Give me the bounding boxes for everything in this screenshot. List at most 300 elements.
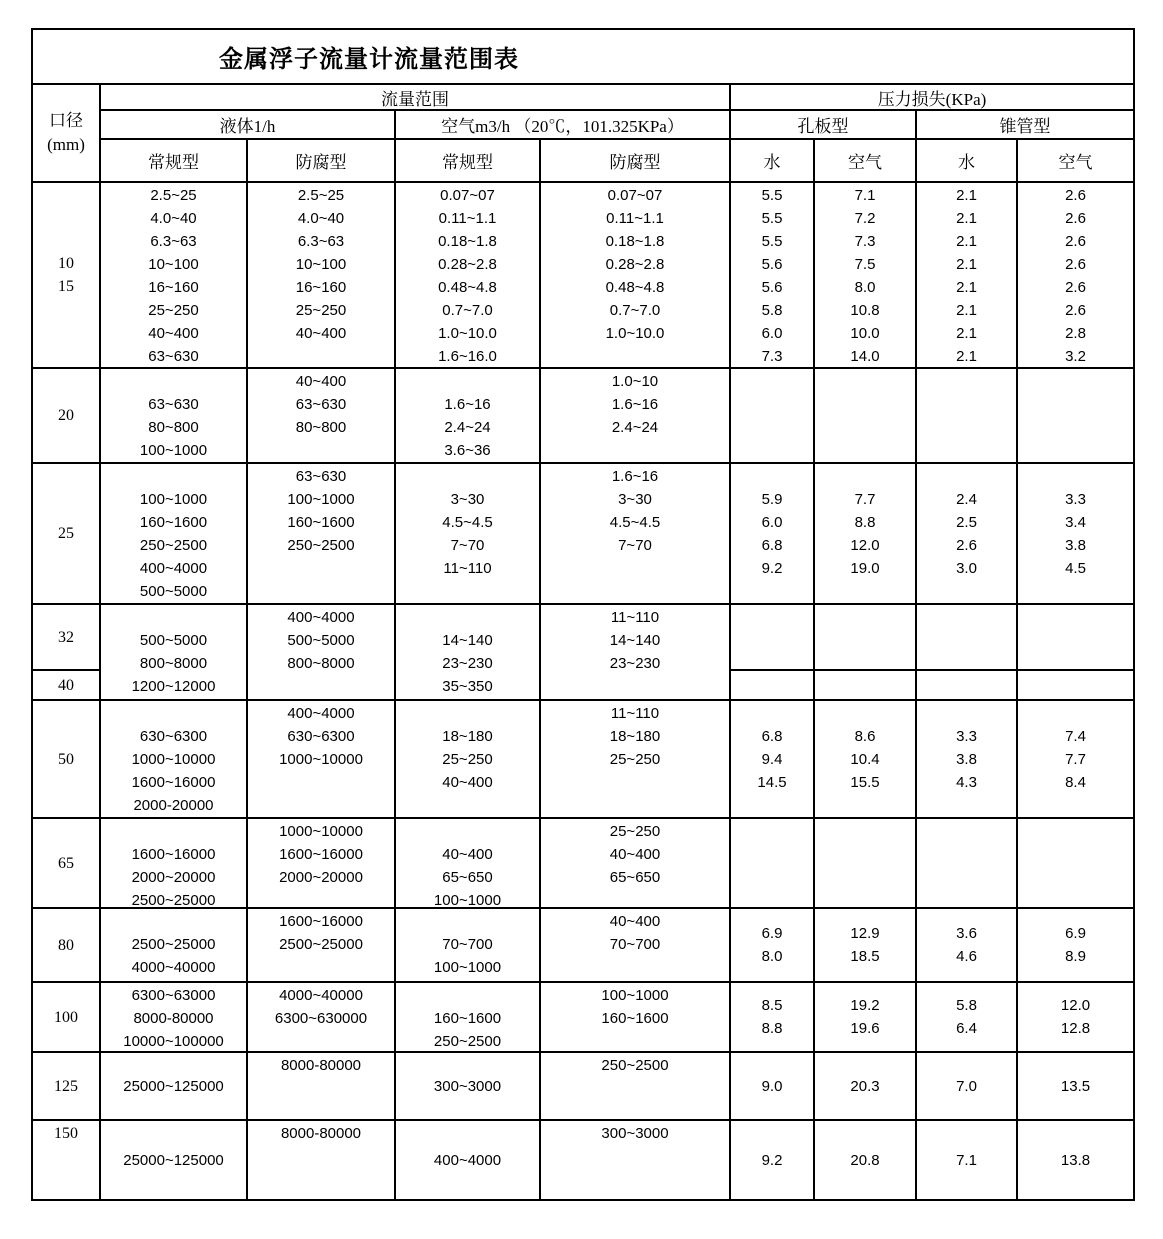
- cell-line: 6.3~63: [297, 233, 345, 250]
- cell-line: 250~2500: [601, 1057, 669, 1074]
- cell-line: 0.11~1.1: [438, 210, 497, 227]
- cell-line: 8.0: [854, 279, 876, 296]
- cell-line: 5.5: [761, 210, 783, 227]
- table-row-dn-125: [33, 1053, 1133, 1121]
- cell-line: 3~30: [618, 491, 652, 508]
- table-cell: [731, 183, 815, 367]
- cell-line: 63~630: [148, 396, 199, 413]
- cell-line: [396, 910, 539, 933]
- cell-line: 63~630: [295, 468, 347, 485]
- table-cell: [1018, 183, 1133, 367]
- table-cell: [248, 1121, 396, 1199]
- cell-line: 3.3: [1065, 491, 1086, 508]
- header-right: [101, 85, 1133, 181]
- cell-line: 6.9: [761, 925, 783, 942]
- table-cell: [815, 1121, 917, 1199]
- cell-line: [101, 370, 246, 393]
- cell-line: 2.1: [956, 302, 977, 319]
- table-cell: [731, 1121, 815, 1199]
- cell-line: 63~630: [148, 348, 199, 365]
- table-cell: [815, 183, 917, 367]
- table-cell: [396, 909, 541, 981]
- cell-line: 0.7~7.0: [609, 302, 661, 319]
- table-cell: [541, 464, 731, 603]
- table-row-dn-25: [33, 464, 1133, 605]
- cell-line: 2.6: [1065, 187, 1086, 204]
- cell-line: [101, 910, 246, 933]
- table-cell: [1018, 983, 1133, 1051]
- cell-line: 100~1000: [433, 959, 502, 976]
- table-cell: [396, 983, 541, 1051]
- header-air: 空气m3/h （20℃，101.325KPa）: [396, 111, 731, 138]
- cell-line: 18~180: [609, 728, 661, 745]
- cell-line: 8.8: [761, 1020, 783, 1037]
- table-cell: [101, 983, 248, 1051]
- cell-line: 5.6: [761, 256, 783, 273]
- table-row-dn-10-15: [33, 183, 1133, 369]
- cell-line: 14~140: [609, 632, 661, 649]
- cell-line: 4.5: [1065, 560, 1086, 577]
- cell-line: 25~250: [609, 751, 661, 768]
- table-cell: [917, 369, 1018, 462]
- cell-line: 14.0: [850, 348, 880, 365]
- header-diameter-line1: 口径: [49, 111, 83, 130]
- cell-line: 100~1000: [601, 987, 669, 1004]
- table-cell: [541, 369, 731, 462]
- cell-line: 2.6: [1065, 279, 1086, 296]
- cell-line: 19.0: [850, 560, 880, 577]
- cell-line: 40~400: [442, 773, 493, 791]
- header-pressure-loss: 压力损失(KPa): [877, 89, 987, 109]
- cell-line: 12.8: [1060, 1020, 1091, 1037]
- cell-line: 100~1000: [287, 491, 355, 508]
- flow-range-table: [31, 28, 1135, 1201]
- header-flow-range: 流量范围: [101, 85, 731, 109]
- cell-line: 8.0: [761, 948, 783, 965]
- table-cell: [541, 1053, 731, 1119]
- cell-line: 0.07~07: [440, 187, 495, 204]
- cell-line: 250~2500: [139, 537, 208, 554]
- cell-line: 7~70: [450, 537, 485, 554]
- cell-line: 100~1000: [139, 491, 208, 508]
- table-cell: [815, 983, 917, 1051]
- cell-line: 80~800: [148, 419, 199, 436]
- cell-line: 2.1: [956, 348, 977, 365]
- cell-line: 9.2: [761, 1151, 783, 1169]
- cell-line: 2.5: [956, 514, 977, 531]
- cell-line: 1600~16000: [279, 846, 363, 863]
- header-orifice-type: 孔板型: [731, 111, 917, 138]
- diameter-label: 32: [58, 628, 74, 646]
- split-empty-top: [917, 605, 1016, 671]
- table-cell: [917, 464, 1018, 603]
- diameter-cell-150: [33, 1121, 101, 1199]
- table-cell: [396, 369, 541, 462]
- cell-line: 5.5: [761, 187, 783, 204]
- table-cell: [101, 701, 248, 817]
- cell-line: 630~6300: [287, 728, 355, 745]
- table-cell: [541, 1121, 731, 1199]
- header-diameter: [33, 85, 101, 181]
- table-cell: [815, 819, 917, 907]
- table-cell: [917, 183, 1018, 367]
- cell-line: 4.3: [956, 773, 977, 791]
- subhead-air-orifice: 空气: [815, 140, 917, 181]
- split-empty-bottom: [815, 671, 915, 699]
- cell-line: 2000~20000: [279, 869, 363, 886]
- cell-line: 8.6: [854, 727, 876, 745]
- cell-line: 2.6: [1065, 233, 1086, 250]
- split-empty-top: [815, 605, 915, 671]
- cell-line: 100~1000: [433, 892, 502, 907]
- cell-line: 2.6: [1065, 256, 1086, 273]
- cell-line: [396, 820, 539, 843]
- cell-line: 2000~20000: [131, 869, 216, 886]
- cell-line: 9.4: [761, 750, 783, 768]
- cell-line: 8.4: [1065, 773, 1086, 791]
- cell-line: 16~160: [148, 279, 199, 296]
- cell-line: 9.0: [761, 1077, 783, 1095]
- table-cell: [541, 183, 731, 367]
- subhead-regular-air: 常规型: [396, 140, 541, 181]
- table-cell: [1018, 464, 1133, 603]
- cell-line: 63~630: [295, 396, 347, 413]
- cell-line: 7~70: [618, 537, 652, 554]
- cell-line: 35~350: [442, 678, 493, 695]
- diameter-cell-25: [33, 464, 101, 603]
- table-cell: [248, 909, 396, 981]
- table-row-dn-80: [33, 909, 1133, 983]
- cell-line: 13.8: [1060, 1151, 1091, 1169]
- cell-line: [101, 820, 246, 843]
- cell-line: 23~230: [609, 655, 661, 672]
- cell-line: 0.18~1.8: [605, 233, 665, 250]
- cell-line: 500~5000: [287, 632, 355, 649]
- cell-line: 20: [58, 407, 74, 424]
- cell-line: 1600~16000: [279, 913, 363, 930]
- table-cell: [541, 909, 731, 981]
- cell-line: 0.7~7.0: [442, 302, 493, 319]
- cell-line: 1.0~10.0: [605, 325, 665, 342]
- subhead-air-cone: 空气: [1058, 153, 1093, 172]
- cell-line: 400~4000: [433, 1151, 502, 1169]
- cell-line: 7.7: [1065, 750, 1086, 768]
- table-cell: [541, 819, 731, 907]
- cell-line: 8000-80000: [280, 1125, 362, 1142]
- cell-line: 11~110: [610, 705, 660, 722]
- table-cell: [731, 464, 815, 603]
- cell-line: 4.5~4.5: [442, 514, 493, 531]
- cell-line: 6300~63000: [131, 987, 216, 1004]
- cell-line: [396, 606, 539, 629]
- cell-line: 6.0: [761, 514, 783, 531]
- cell-line: 1.6~16: [444, 396, 491, 413]
- cell-line: 12.0: [850, 537, 880, 554]
- cell-line: 19.2: [850, 997, 880, 1014]
- cell-line: 2.4~24: [611, 419, 659, 436]
- split-empty-top: [1018, 605, 1133, 671]
- cell-line: 250~2500: [433, 1033, 502, 1050]
- cell-line: 13.5: [1060, 1077, 1091, 1095]
- cell-line: [396, 465, 539, 488]
- table-cell: [248, 1053, 396, 1119]
- diameter-cell-65: [33, 819, 101, 907]
- table-cell: [101, 605, 248, 699]
- cell-line: 3.3: [956, 727, 977, 745]
- cell-line: 500~5000: [139, 632, 208, 649]
- cell-line: 65~650: [609, 869, 661, 886]
- table-cell: [396, 819, 541, 907]
- cell-line: 100~1000: [139, 442, 208, 459]
- table-cell: [101, 464, 248, 603]
- cell-line: 1000~10000: [131, 751, 216, 768]
- cell-line: 12.0: [1060, 997, 1091, 1014]
- cell-line: 10: [58, 255, 74, 272]
- cell-line: 7.7: [854, 491, 876, 508]
- cell-line: 0.28~2.8: [438, 256, 497, 273]
- cell-line: 10.0: [850, 325, 880, 342]
- cell-line: 2.6: [956, 537, 977, 554]
- table-cell: [731, 819, 815, 907]
- cell-line: [101, 606, 246, 629]
- cell-line: 10~100: [295, 256, 347, 273]
- cell-line: 11~110: [443, 560, 492, 577]
- table-body: [33, 183, 1133, 1199]
- cell-line: 250~2500: [287, 537, 355, 554]
- cell-line: [731, 465, 813, 488]
- table-cell: [101, 183, 248, 367]
- cell-line: 3.4: [1065, 514, 1086, 531]
- cell-line: 80~800: [295, 419, 347, 436]
- cell-line: 25~250: [295, 302, 347, 319]
- table-cell: [731, 983, 815, 1051]
- table-cell: [731, 701, 815, 817]
- cell-line: 2.1: [956, 325, 977, 342]
- table-cell: [396, 464, 541, 603]
- diameter-cell-10-15: [33, 183, 101, 367]
- table-cell: [101, 369, 248, 462]
- cell-line: 3.8: [956, 750, 977, 768]
- table-cell-split: [1018, 605, 1133, 699]
- split-empty-bottom: [731, 671, 813, 699]
- table-cell: [1018, 909, 1133, 981]
- cell-line: 400~4000: [287, 705, 355, 722]
- cell-line: 14.5: [757, 773, 787, 791]
- subhead-anticorrosive-air: 防腐型: [541, 140, 731, 181]
- diameter-cell-50: [33, 701, 101, 817]
- cell-line: 2500~25000: [131, 936, 216, 953]
- cell-line: 10.4: [850, 750, 880, 768]
- cell-line: 18~180: [442, 727, 493, 745]
- cell-line: 8.8: [854, 514, 876, 531]
- cell-line: 2.6: [1065, 210, 1086, 227]
- diameter-label: 40: [58, 676, 74, 694]
- table-cell: [1018, 369, 1133, 462]
- cell-line: 40~400: [295, 373, 347, 390]
- cell-line: 4000~40000: [279, 987, 363, 1004]
- cell-line: 4000~40000: [131, 959, 216, 976]
- cell-line: [396, 370, 539, 393]
- table-cell: [541, 701, 731, 817]
- table-cell: [731, 1053, 815, 1119]
- table-cell: [815, 369, 917, 462]
- cell-line: 160~1600: [433, 1010, 502, 1027]
- split-empty-bottom: [917, 671, 1016, 699]
- cell-line: 10~100: [148, 256, 199, 273]
- table-row-dn-65: [33, 819, 1133, 909]
- table-cell: [248, 701, 396, 817]
- table-cell: [101, 1121, 248, 1199]
- cell-line: [396, 984, 539, 1007]
- cell-line: 6.4: [956, 1020, 977, 1037]
- table-cell: [396, 605, 541, 699]
- cell-line: 300~3000: [601, 1125, 669, 1142]
- cell-line: 23~230: [442, 655, 493, 672]
- cell-line: 125: [54, 1077, 78, 1095]
- split-empty-bottom: [1018, 671, 1133, 699]
- cell-line: 7.5: [854, 256, 876, 273]
- cell-line: 4.0~40: [150, 210, 197, 227]
- diameter-cell-80: [33, 909, 101, 981]
- cell-line: 2.1: [956, 210, 977, 227]
- table-cell: [1018, 1121, 1133, 1199]
- table-cell-split: [815, 605, 917, 699]
- diameter-cell-32-40: [33, 605, 101, 699]
- cell-line: 12.9: [850, 925, 880, 942]
- header-diameter-line2: (mm): [47, 135, 85, 154]
- table-cell: [731, 369, 815, 462]
- cell-line: 9.2: [761, 560, 783, 577]
- cell-line: 5.6: [761, 279, 783, 296]
- cell-line: 1000~10000: [279, 751, 363, 768]
- cell-line: 4.6: [956, 948, 977, 965]
- cell-line: 0.48~4.8: [438, 279, 497, 296]
- cell-line: 8000-80000: [133, 1010, 214, 1027]
- table-cell: [731, 909, 815, 981]
- diameter-cell-20: [33, 369, 101, 462]
- table-cell: [917, 983, 1018, 1051]
- cell-line: 7.3: [761, 348, 783, 365]
- header-row-media: [101, 111, 1133, 140]
- cell-line: 25~250: [442, 750, 493, 768]
- table-cell: [815, 909, 917, 981]
- cell-line: 6300~630000: [274, 1010, 368, 1027]
- cell-line: 25~250: [148, 302, 199, 319]
- cell-line: 1.6~16: [611, 396, 659, 413]
- table-cell: [396, 1053, 541, 1119]
- table-cell-split: [731, 605, 815, 699]
- table-header: [33, 85, 1133, 183]
- cell-line: 0.28~2.8: [605, 256, 665, 273]
- cell-line: 2000-20000: [133, 797, 214, 814]
- diameter-32: [33, 605, 99, 671]
- diameter-cell-125: [33, 1053, 101, 1119]
- cell-line: 2.4~24: [444, 419, 491, 436]
- header-row-subheads: [101, 140, 1133, 181]
- cell-line: 150: [54, 1125, 78, 1142]
- table-cell: [248, 819, 396, 907]
- cell-line: 160~1600: [139, 514, 208, 531]
- cell-line: 14~140: [442, 632, 493, 649]
- table-cell: [815, 701, 917, 817]
- cell-line: 10000~100000: [123, 1033, 224, 1050]
- table-cell: [1018, 1053, 1133, 1119]
- cell-line: 100: [54, 1008, 78, 1026]
- table-cell: [541, 983, 731, 1051]
- table-cell: [1018, 819, 1133, 907]
- cell-line: 1.6~16.0: [438, 348, 497, 365]
- cell-line: 15.5: [850, 773, 880, 791]
- cell-line: 20.8: [850, 1151, 880, 1169]
- cell-line: 2.1: [956, 256, 977, 273]
- cell-line: 11~110: [610, 609, 660, 626]
- cell-line: 2500~25000: [279, 936, 363, 953]
- table-cell: [101, 1053, 248, 1119]
- subhead-water-cone: 水: [917, 140, 1018, 181]
- cell-line: 65~650: [442, 869, 493, 886]
- cell-line: 0.18~1.8: [438, 233, 497, 250]
- cell-line: 1000~10000: [279, 823, 363, 840]
- table-cell-split: [917, 605, 1018, 699]
- cell-line: 4.0~40: [297, 210, 345, 227]
- cell-line: 800~8000: [287, 655, 355, 672]
- cell-line: 40~400: [609, 913, 661, 930]
- header-cone-type: 锥管型: [999, 117, 1051, 136]
- subhead-anticorrosive-liquid: 防腐型: [248, 140, 396, 181]
- header-liquid: 液体1/h: [101, 111, 396, 138]
- cell-line: 3.8: [1065, 537, 1086, 554]
- cell-line: 2.1: [956, 187, 977, 204]
- cell-line: [815, 465, 915, 488]
- table-cell: [917, 909, 1018, 981]
- cell-line: 5.5: [761, 233, 783, 250]
- cell-line: 300~3000: [433, 1077, 502, 1095]
- header-row-groups: [101, 85, 1133, 111]
- table-cell: [396, 1121, 541, 1199]
- cell-line: 18.5: [850, 948, 880, 965]
- table-cell: [248, 369, 396, 462]
- cell-line: 7.0: [956, 1077, 977, 1095]
- cell-line: 7.1: [854, 187, 876, 204]
- cell-line: 1.0~10: [611, 373, 659, 390]
- cell-line: 0.11~1.1: [606, 210, 664, 227]
- cell-line: 1200~12000: [131, 678, 216, 695]
- cell-line: 2.5~25: [150, 187, 197, 204]
- table-cell: [248, 464, 396, 603]
- cell-line: 3~30: [450, 491, 485, 508]
- cell-line: 25000~125000: [123, 1077, 224, 1095]
- cell-line: 2.4: [956, 491, 977, 508]
- cell-line: 630~6300: [139, 728, 208, 745]
- table-cell: [1018, 701, 1133, 817]
- cell-line: 7.3: [854, 233, 876, 250]
- cell-line: 1600~16000: [131, 774, 216, 791]
- cell-line: 70~700: [442, 936, 493, 953]
- table-cell: [917, 819, 1018, 907]
- cell-line: 70~700: [609, 936, 661, 953]
- table-cell: [815, 464, 917, 603]
- cell-line: 400~4000: [287, 609, 355, 626]
- cell-line: 25: [58, 525, 74, 542]
- table-cell: [917, 1053, 1018, 1119]
- table-cell: [248, 605, 396, 699]
- cell-line: [101, 702, 246, 725]
- cell-line: 40~400: [295, 325, 347, 342]
- subhead-regular-liquid: 常规型: [101, 140, 248, 181]
- cell-line: 2500~25000: [131, 892, 216, 907]
- cell-line: 8000-80000: [280, 1057, 362, 1074]
- cell-line: 6.8: [761, 537, 783, 554]
